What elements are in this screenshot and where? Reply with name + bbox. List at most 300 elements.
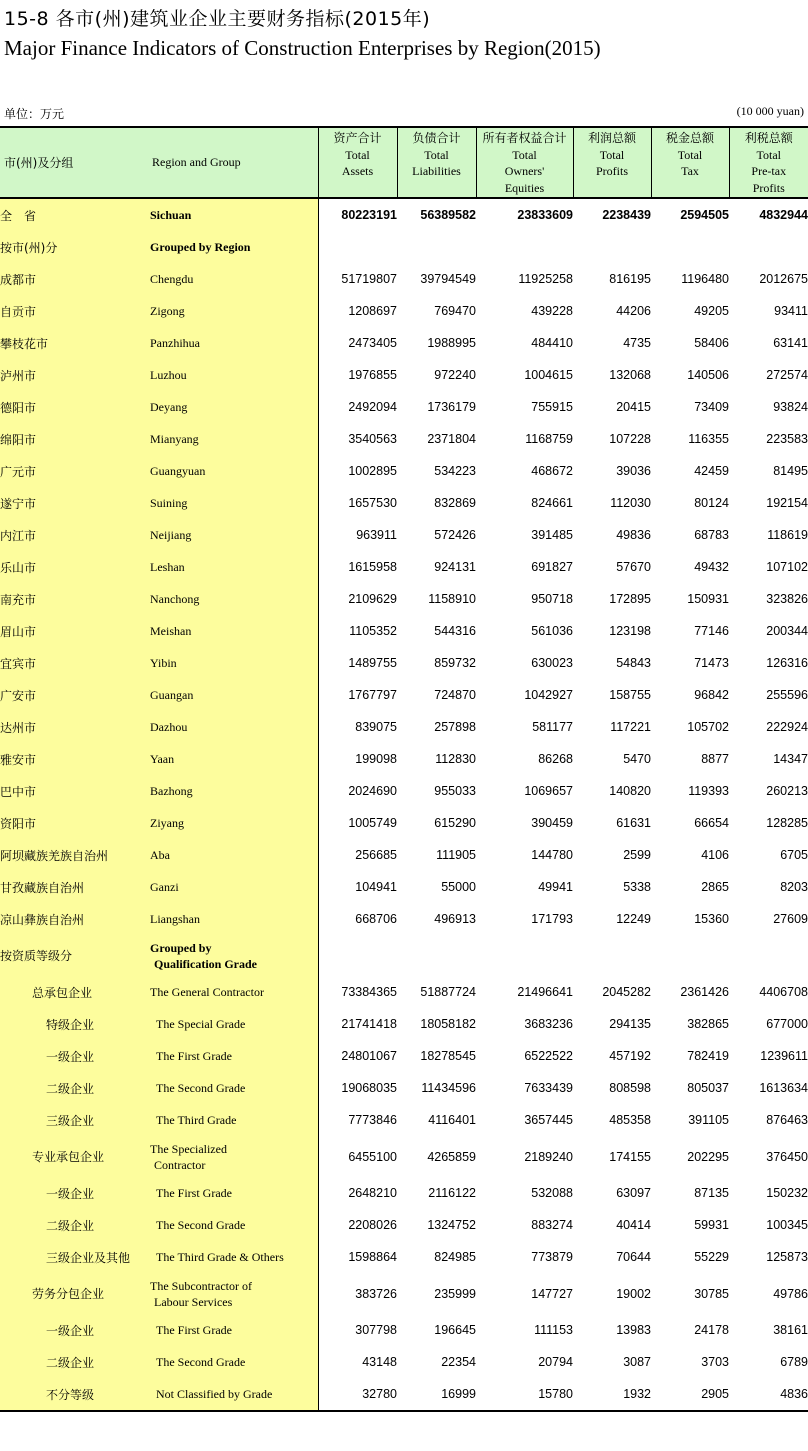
owners-equities-cell: 439228 [531,304,573,318]
header-owners-equities-zh: 所有者权益合计 [482,131,567,145]
unit-label-english: (10 000 yuan) [736,104,804,118]
total-assets-cell: 307798 [355,1323,397,1337]
region-name-en: The Third Grade [150,1104,318,1136]
table-row [0,679,808,711]
total-profits-cell: 112030 [610,496,651,510]
region-name-zh: 泸州市 [0,359,150,391]
total-liabilities-cell: 859732 [434,656,476,670]
region-name-en: Bazhong [150,775,318,807]
total-profits-cell: 2238439 [602,208,651,222]
total-assets-cell: 2648210 [348,1186,397,1200]
header-total-assets-zh: 资产合计 [333,131,382,145]
region-name-zh: 雅安市 [0,743,150,775]
header-pretax-profits-zh: 利税总额 [744,131,793,145]
pretax-profits-cell: 323826 [766,592,808,606]
region-name-en: The First Grade [150,1314,318,1346]
pretax-profits-cell: 376450 [766,1149,808,1164]
region-name-en: Guangan [150,679,318,711]
region-name-en: Ganzi [150,871,318,903]
total-tax-cell: 2865 [701,880,729,894]
pretax-profits-cell: 93824 [773,400,808,414]
total-profits-cell: 63097 [616,1186,651,1200]
region-name-zh: 自贡市 [0,295,150,327]
total-liabilities-cell: 18278545 [420,1049,476,1063]
table-row [0,1072,808,1104]
owners-equities-cell: 23833609 [517,208,573,222]
unit-label-chinese: 单位：万元 [4,107,65,121]
table-row [0,1040,808,1072]
region-name-zh: 广元市 [0,455,150,487]
total-profits-cell: 174155 [609,1149,651,1164]
total-profits-cell: 123198 [609,624,651,638]
total-tax-cell: 2905 [651,1378,729,1411]
pretax-profits-cell [729,935,808,976]
region-name-zh: 成都市 [0,263,150,295]
owners-equities-cell [476,231,573,263]
table-row [0,1378,808,1411]
total-profits-cell: 132068 [609,368,651,382]
table-row [0,1346,808,1378]
owners-equities-cell: 15780 [476,1378,573,1411]
owners-equities-cell: 21496641 [517,985,573,999]
total-assets-cell: 668706 [355,912,397,926]
total-profits-cell: 40414 [616,1218,651,1232]
table-row [0,455,808,487]
table-row [0,935,808,976]
region-name-zh: 广安市 [0,679,150,711]
total-assets-cell: 839075 [355,720,397,734]
owners-equities-cell: 6522522 [524,1049,573,1063]
total-tax-cell: 55229 [694,1250,729,1264]
total-assets-cell: 2109629 [348,592,397,606]
total-profits-cell: 5470 [623,752,651,766]
pretax-profits-cell: 1613634 [759,1081,808,1095]
table-row [0,615,808,647]
owners-equities-cell [476,935,573,976]
region-name-zh: 巴中市 [0,775,150,807]
region-name-zh: 乐山市 [0,551,150,583]
header-total-assets-en-2: Assets [341,164,374,178]
header-total-profits [573,127,651,198]
table-row [0,976,808,1008]
total-assets-cell: 51719807 [341,272,397,286]
owners-equities-cell: 11925258 [518,272,573,286]
total-tax-cell: 4106 [701,848,729,862]
total-liabilities-cell: 1324752 [427,1218,476,1232]
total-assets-cell: 6455100 [348,1149,397,1164]
table-row [0,1104,808,1136]
total-profits-cell: 1932 [573,1378,651,1411]
total-profits-cell: 294135 [609,1017,651,1031]
total-profits-cell: 54843 [616,656,651,670]
region-name-en: The Second Grade [150,1346,318,1378]
owners-equities-cell: 2189240 [524,1149,573,1164]
region-name-en-line: Labour Services [154,1294,233,1309]
header-total-assets-en-1: Total [345,147,370,162]
pretax-profits-cell: 200344 [766,624,808,638]
table-header-row [0,127,808,198]
total-profits-cell: 57670 [616,560,651,574]
table-row [0,775,808,807]
total-tax-cell: 71473 [694,656,729,670]
total-assets-cell: 32780 [318,1378,397,1411]
total-profits-cell: 5338 [623,880,651,894]
region-name-en: Mianyang [150,423,318,455]
total-liabilities-cell: 4265859 [427,1149,476,1164]
total-liabilities-cell: 1988995 [427,336,476,350]
region-name-en-line: Grouped by [150,940,212,955]
total-liabilities-cell: 55000 [441,880,476,894]
region-name-zh: 劳务分包企业 [0,1273,150,1314]
total-tax-cell: 140506 [687,368,729,382]
total-tax-cell: 42459 [694,464,729,478]
total-profits-cell: 158755 [609,688,651,702]
total-assets-cell: 199098 [355,752,397,766]
owners-equities-cell: 111153 [534,1323,573,1337]
region-name-en: Yaan [150,743,318,775]
pretax-profits-cell: 150232 [766,1186,808,1200]
header-pretax-profits-en-1: Total [756,147,781,162]
owners-equities-cell: 581177 [532,720,573,734]
region-name-en: Deyang [150,391,318,423]
total-assets-cell: 24801067 [341,1049,397,1063]
total-tax-cell: 782419 [687,1049,729,1063]
owners-equities-cell: 532088 [531,1186,573,1200]
pretax-profits-cell: 6705 [780,848,808,862]
header-total-liabilities [397,127,476,198]
region-name-en [150,1136,318,1177]
total-assets-cell: 104941 [355,880,397,894]
total-assets-cell: 1657530 [348,496,397,510]
total-liabilities-cell: 2371804 [427,432,476,446]
pretax-profits-cell: 876463 [766,1113,808,1127]
pretax-profits-cell: 223583 [766,432,808,446]
total-tax-cell: 49432 [694,560,729,574]
total-liabilities-cell: 22354 [441,1355,476,1369]
table-row [0,551,808,583]
pretax-profits-cell: 38161 [773,1323,808,1337]
total-profits-cell: 2599 [623,848,651,862]
region-name-en: Yibin [150,647,318,679]
total-assets-cell: 21741418 [341,1017,397,1031]
pretax-profits-cell: 1239611 [760,1049,808,1063]
region-name-en: Grouped by Region [150,231,318,263]
total-liabilities-cell: 769470 [434,304,476,318]
total-assets-cell [318,935,397,976]
total-profits-cell: 485358 [609,1113,651,1127]
pretax-profits-cell: 100345 [766,1218,808,1232]
total-tax-cell: 3703 [701,1355,729,1369]
total-profits-cell: 4735 [623,336,651,350]
region-name-zh: 内江市 [0,519,150,551]
total-tax-cell: 73409 [694,400,729,414]
pretax-profits-cell: 81495 [773,464,808,478]
total-profits-cell: 172895 [609,592,651,606]
region-name-en: Panzhihua [150,327,318,359]
header-pretax-profits-en-2: Pre-tax [751,164,787,178]
pretax-profits-cell: 118619 [767,528,808,542]
region-name-en: The First Grade [150,1040,318,1072]
total-liabilities-cell: 196645 [434,1323,476,1337]
total-liabilities-cell: 39794549 [420,272,476,286]
header-owners-equities-en-1: Total [512,147,537,162]
total-liabilities-cell: 56389582 [420,208,476,222]
pretax-profits-cell: 677000 [766,1017,808,1031]
table-row [0,359,808,391]
total-tax-cell: 49205 [694,304,729,318]
region-name-en: The First Grade [150,1177,318,1209]
table-row [0,1136,808,1177]
total-profits-cell [573,231,651,263]
region-name-zh: 绵阳市 [0,423,150,455]
total-liabilities-cell: 572426 [434,528,476,542]
table-row [0,743,808,775]
region-name-zh: 眉山市 [0,615,150,647]
pretax-profits-cell: 49786 [773,1286,808,1301]
total-profits-cell: 13983 [616,1323,651,1337]
region-name-zh: 专业承包企业 [0,1136,150,1177]
table-row [0,1241,808,1273]
total-tax-cell: 391105 [688,1113,729,1127]
total-liabilities-cell: 1158910 [428,592,476,606]
total-liabilities-cell: 11434596 [421,1081,476,1095]
owners-equities-cell: 1168759 [525,432,573,446]
total-tax-cell: 1196480 [681,272,729,286]
total-tax-cell: 150931 [687,592,729,606]
total-liabilities-cell: 4116401 [428,1113,476,1127]
region-name-zh: 甘孜藏族自治州 [0,871,150,903]
header-total-tax-zh: 税金总额 [665,131,714,145]
total-profits-cell: 808598 [609,1081,651,1095]
total-tax-cell: 119393 [688,784,729,798]
pretax-profits-cell: 6789 [780,1355,808,1369]
total-profits-cell: 816195 [609,272,651,286]
region-name-en: Suining [150,487,318,519]
header-total-liabilities-zh: 负债合计 [412,131,461,145]
owners-equities-cell: 144780 [531,848,573,862]
pretax-profits-cell: 107102 [766,560,808,574]
owners-equities-cell: 630023 [531,656,573,670]
region-name-en: Aba [150,839,318,871]
total-liabilities-cell: 955033 [434,784,476,798]
owners-equities-cell: 561036 [531,624,573,638]
pretax-profits-cell: 4406708 [759,985,808,999]
total-tax-cell: 805037 [687,1081,729,1095]
total-tax-cell: 8877 [701,752,729,766]
total-liabilities-cell [397,231,476,263]
region-name-zh: 南充市 [0,583,150,615]
header-region-zh: 市(州)及分组 [0,127,150,198]
total-assets-cell: 1598864 [348,1250,397,1264]
region-name-zh: 总承包企业 [0,976,150,1008]
table-row [0,1008,808,1040]
total-liabilities-cell: 18058182 [420,1017,476,1031]
region-name-en: The Special Grade [150,1008,318,1040]
total-assets-cell: 80223191 [341,208,397,222]
pretax-profits-cell: 2012675 [759,272,808,286]
total-tax-cell: 2361426 [680,985,729,999]
total-liabilities-cell [397,935,476,976]
total-profits-cell: 117221 [610,720,651,734]
region-name-zh: 一级企业 [0,1177,150,1209]
owners-equities-cell: 7633439 [524,1081,573,1095]
total-assets-cell: 1208697 [348,304,397,318]
total-liabilities-cell: 16999 [397,1378,476,1411]
total-profits-cell: 12249 [616,912,651,926]
header-region-en: Region and Group [150,127,318,198]
total-profits-cell: 44206 [616,304,651,318]
header-total-profits-en-1: Total [599,147,625,162]
total-profits-cell: 61631 [616,816,651,830]
owners-equities-cell: 171793 [531,912,573,926]
pretax-profits-cell: 8203 [780,880,808,894]
region-name-en: Chengdu [150,263,318,295]
total-liabilities-cell: 534223 [434,464,476,478]
owners-equities-cell: 391485 [531,528,573,542]
pretax-profits-cell: 192154 [766,496,808,510]
region-name-zh: 遂宁市 [0,487,150,519]
region-name-zh: 德阳市 [0,391,150,423]
pretax-profits-cell: 63141 [773,336,808,350]
page-title-english: Major Finance Indicators of Construction Enterprises by Region(2015) [4,36,601,60]
total-profits-cell: 19002 [616,1286,651,1301]
total-profits-cell: 457192 [609,1049,651,1063]
total-liabilities-cell: 257898 [434,720,476,734]
region-name-en: Guangyuan [150,455,318,487]
table-row [0,647,808,679]
pretax-profits-cell: 14347 [773,752,808,766]
total-profits-cell: 2045282 [602,985,651,999]
total-profits-cell: 20415 [616,400,651,414]
region-name-zh: 二级企业 [0,1346,150,1378]
table-row [0,423,808,455]
total-liabilities-cell: 724870 [434,688,476,702]
owners-equities-cell: 883274 [531,1218,573,1232]
region-name-en-line: The Specialized [150,1141,227,1156]
table-body [0,198,808,1411]
total-liabilities-cell: 51887724 [420,985,476,999]
region-name-en: Liangshan [150,903,318,935]
owners-equities-cell: 950718 [531,592,573,606]
total-profits-cell: 39036 [616,464,651,478]
total-liabilities-cell: 235999 [434,1286,476,1301]
total-liabilities-cell: 824985 [434,1250,476,1264]
region-name-zh: 攀枝花市 [0,327,150,359]
region-name-zh: 按市(州)分 [0,231,150,263]
owners-equities-cell: 691827 [531,560,573,574]
total-tax-cell: 30785 [694,1286,729,1301]
region-name-zh: 凉山彝族自治州 [0,903,150,935]
owners-equities-cell: 86268 [538,752,573,766]
region-name-zh: 按资质等级分 [0,935,150,976]
total-assets-cell: 3540563 [348,432,397,446]
table-row [0,711,808,743]
table-row [0,1177,808,1209]
total-liabilities-cell: 924131 [434,560,476,574]
total-profits-cell: 140820 [609,784,651,798]
total-tax-cell: 77146 [694,624,729,638]
total-liabilities-cell: 1736179 [427,400,476,414]
region-name-zh: 阿坝藏族羌族自治州 [0,839,150,871]
owners-equities-cell: 468672 [531,464,573,478]
table-row [0,1314,808,1346]
pretax-profits-cell: 27609 [773,912,808,926]
total-assets-cell: 2473405 [348,336,397,350]
header-total-tax-en-2: Tax [681,164,699,178]
region-name-en-line: Qualification Grade [154,956,257,971]
region-name-en: Luzhou [150,359,318,391]
header-owners-equities-en-3: Equities [504,180,545,195]
total-tax-cell: 105702 [687,720,729,734]
table-row [0,295,808,327]
total-tax-cell: 15360 [694,912,729,926]
total-tax-cell: 58406 [694,336,729,350]
total-liabilities-cell: 972240 [434,368,476,382]
total-assets-cell: 73384365 [341,985,397,999]
total-liabilities-cell: 2116122 [428,1186,476,1200]
pretax-profits-cell: 4832944 [759,208,808,222]
total-assets-cell: 963911 [356,528,397,542]
header-total-liabilities-en-1: Total [424,147,449,162]
total-tax-cell: 96842 [694,688,729,702]
total-tax-cell [651,231,729,263]
header-total-tax-en-1: Total [677,147,703,162]
table-row [0,839,808,871]
header-owners-equities [476,127,573,198]
region-name-en: Nanchong [150,583,318,615]
table-row [0,519,808,551]
table-row [0,807,808,839]
region-name-zh: 二级企业 [0,1209,150,1241]
table-row [0,391,808,423]
region-name-en: Neijiang [150,519,318,551]
region-name-zh: 特级企业 [0,1008,150,1040]
region-name-en: The General Contractor [150,976,318,1008]
region-name-en: Sichuan [150,198,318,231]
owners-equities-cell: 773879 [531,1250,573,1264]
total-tax-cell: 87135 [694,1186,729,1200]
finance-indicators-table [0,126,808,1412]
pretax-profits-cell: 272574 [766,368,808,382]
region-name-en: Leshan [150,551,318,583]
total-profits-cell: 107228 [609,432,651,446]
region-name-en: Meishan [150,615,318,647]
pretax-profits-cell: 4836 [729,1378,808,1411]
region-name-zh: 全 省 [0,198,150,231]
header-total-liabilities-en-2: Liabilities [412,164,461,178]
pretax-profits-cell [729,231,808,263]
region-name-en [150,1273,318,1314]
header-total-tax [651,127,729,198]
region-name-zh: 达州市 [0,711,150,743]
region-name-en: Not Classified by Grade [150,1378,318,1411]
total-assets-cell: 1767797 [348,688,397,702]
owners-equities-cell: 20794 [538,1355,573,1369]
region-name-zh: 一级企业 [0,1040,150,1072]
total-assets-cell: 2208026 [348,1218,397,1232]
region-name-zh: 宜宾市 [0,647,150,679]
total-assets-cell: 7773846 [348,1113,397,1127]
total-tax-cell [651,935,729,976]
table-row [0,871,808,903]
header-total-assets [318,127,397,198]
header-pretax-profits [729,127,808,198]
region-name-en: Dazhou [150,711,318,743]
table-row [0,1209,808,1241]
region-name-en: Zigong [150,295,318,327]
total-liabilities-cell: 615290 [434,816,476,830]
total-tax-cell: 59931 [694,1218,729,1232]
